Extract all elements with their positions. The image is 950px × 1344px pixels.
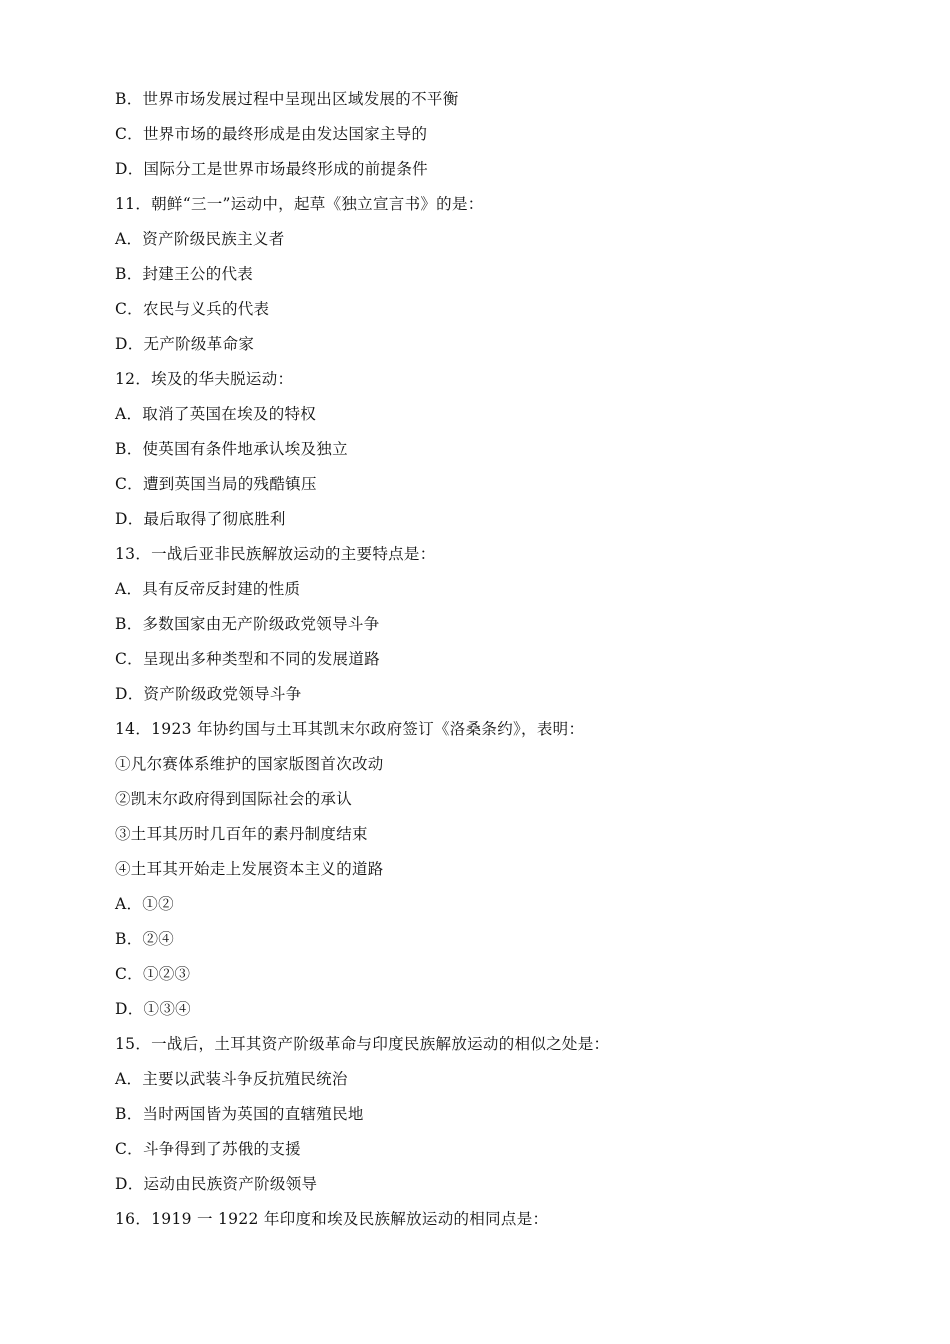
- answer-option: A．资产阶级民族主义者: [115, 230, 285, 248]
- answer-option: B．当时两国皆为英国的直辖殖民地: [115, 1105, 364, 1123]
- answer-option: B．世界市场发展过程中呈现出区域发展的不平衡: [115, 90, 459, 108]
- answer-option: ③土耳其历时几百年的素丹制度结束: [115, 825, 368, 843]
- answer-option: ④土耳其开始走上发展资本主义的道路: [115, 860, 384, 878]
- answer-option: C．遭到英国当局的残酷镇压: [115, 475, 317, 493]
- question-stem: 13．一战后亚非民族解放运动的主要特点是：: [115, 545, 436, 563]
- answer-option: A．主要以武装斗争反抗殖民统治: [115, 1070, 348, 1088]
- question-stem: 11．朝鲜“三一”运动中，起草《独立宣言书》的是：: [115, 195, 484, 213]
- question-stem: 12．埃及的华夫脱运动：: [115, 370, 294, 388]
- question-stem: 14．1923 年协约国与土耳其凯末尔政府签订《洛桑条约》，表明：: [115, 720, 585, 738]
- answer-option: C．斗争得到了苏俄的支援: [115, 1140, 301, 1158]
- answer-option: D．运动由民族资产阶级领导: [115, 1175, 318, 1193]
- question-stem: 15．一战后，土耳其资产阶级革命与印度民族解放运动的相似之处是：: [115, 1035, 610, 1053]
- answer-option: ②凯末尔政府得到国际社会的承认: [115, 790, 353, 808]
- answer-option: A．取消了英国在埃及的特权: [115, 405, 317, 423]
- answer-option: C．①②③: [115, 965, 191, 983]
- answer-option: C．农民与义兵的代表: [115, 300, 270, 318]
- answer-option: D．无产阶级革命家: [115, 335, 255, 353]
- answer-option: A．①②: [115, 895, 174, 913]
- answer-option: ①凡尔赛体系维护的国家版图首次改动: [115, 755, 384, 773]
- question-stem: 16．1919 一 1922 年印度和埃及民族解放运动的相同点是：: [115, 1210, 549, 1228]
- answer-option: D．①③④: [115, 1000, 191, 1018]
- answer-option: B．使英国有条件地承认埃及独立: [115, 440, 348, 458]
- answer-option: D．最后取得了彻底胜利: [115, 510, 286, 528]
- answer-option: B．封建王公的代表: [115, 265, 254, 283]
- document-page: [115, 82, 875, 1237]
- answer-option: B．多数国家由无产阶级政党领导斗争: [115, 615, 380, 633]
- answer-option: B．②④: [115, 930, 175, 948]
- answer-option: D．国际分工是世界市场最终形成的前提条件: [115, 160, 428, 178]
- answer-option: C．世界市场的最终形成是由发达国家主导的: [115, 125, 428, 143]
- answer-option: C．呈现出多种类型和不同的发展道路: [115, 650, 380, 668]
- answer-option: A．具有反帝反封建的性质: [115, 580, 301, 598]
- answer-option: D．资产阶级政党领导斗争: [115, 685, 302, 703]
